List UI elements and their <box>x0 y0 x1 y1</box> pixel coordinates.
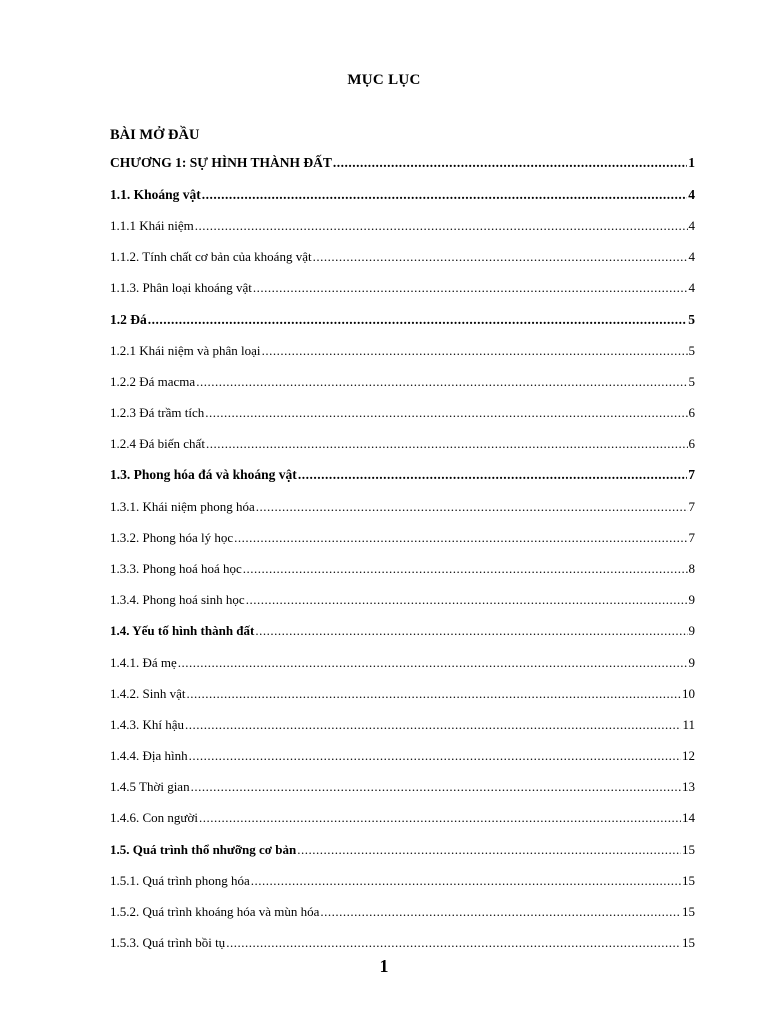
toc-title: MỤC LỤC <box>347 72 421 88</box>
toc-entry-label: 1.5.3. Quá trình bồi tụ <box>110 935 226 950</box>
toc-entry[interactable] <box>110 434 695 454</box>
toc-entry[interactable] <box>110 465 695 485</box>
toc-leader-dots <box>202 185 687 205</box>
toc-leader-dots <box>246 590 688 610</box>
toc-entry-label: 1.4.5 Thời gian <box>110 779 190 794</box>
toc-entry[interactable] <box>110 808 695 828</box>
toc-entry[interactable] <box>110 559 695 579</box>
toc-entry-page: 7 <box>688 530 695 545</box>
toc-entry-label: 1.3.1. Khái niệm phong hóa <box>110 499 255 514</box>
toc-entry[interactable] <box>110 684 695 704</box>
toc-entry-label: 1.4.6. Con người <box>110 810 198 825</box>
toc-entry[interactable] <box>110 653 695 673</box>
toc-entry[interactable] <box>110 715 695 735</box>
toc-entry[interactable] <box>110 185 695 205</box>
toc-entry[interactable] <box>110 621 695 641</box>
toc-leader-dots <box>251 871 681 891</box>
toc-entry[interactable] <box>110 497 695 517</box>
toc-entry-page: 7 <box>688 467 695 482</box>
toc-entry[interactable] <box>110 528 695 548</box>
toc-entry-page: 9 <box>688 623 695 638</box>
toc-entry-label: 1.1.1 Khái niệm <box>110 218 194 233</box>
toc-entry-page: 4 <box>688 187 695 202</box>
toc-entry-page: 6 <box>688 405 695 420</box>
toc-entry-page: 9 <box>688 655 695 670</box>
toc-entry-label: 1.4.4. Địa hình <box>110 748 188 763</box>
toc-leader-dots <box>191 777 681 797</box>
toc-entry-label: 1.4.1. Đá mẹ <box>110 655 177 670</box>
toc-entry-label: CHƯƠNG 1: SỰ HÌNH THÀNH ĐẤT <box>110 155 332 170</box>
toc-entry-label: 1.1. Khoáng vật <box>110 187 201 202</box>
toc-entry-label: 1.2.2 Đá macma <box>110 374 196 389</box>
toc-entry-label: 1.4. Yếu tố hình thành đất <box>110 623 255 638</box>
toc-leader-dots <box>185 715 681 735</box>
toc-entry-label: 1.4.3. Khí hậu <box>110 717 185 732</box>
toc-leader-dots <box>206 434 688 454</box>
toc-leader-dots <box>196 372 687 392</box>
toc-entry-label: 1.3. Phong hóa đá và khoáng vật <box>110 467 297 482</box>
toc-entry-label: 1.2 Đá <box>110 312 147 327</box>
toc-entry[interactable] <box>110 216 695 236</box>
page-number: 1 <box>379 956 389 976</box>
toc-entry[interactable] <box>110 933 695 953</box>
toc-leader-dots <box>255 621 687 641</box>
toc-entry-page: 7 <box>688 499 695 514</box>
toc-entry-label: 1.3.2. Phong hóa lý học <box>110 530 234 545</box>
toc-entry-label: 1.1.3. Phân loại khoáng vật <box>110 280 252 295</box>
toc-leader-dots <box>297 840 681 860</box>
toc-entry[interactable] <box>110 247 695 267</box>
toc-leader-dots <box>205 403 687 423</box>
toc-entry-label: 1.5. Quá trình thổ nhưỡng cơ bản <box>110 842 297 857</box>
toc-leader-dots <box>333 153 687 173</box>
toc-entry-label: 1.5.2. Quá trình khoáng hóa và mùn hóa <box>110 904 320 919</box>
toc-entry-label: 1.3.3. Phong hoá hoá học <box>110 561 242 576</box>
toc-leader-dots <box>189 746 681 766</box>
toc-entry[interactable] <box>110 341 695 361</box>
toc-leader-dots <box>186 684 681 704</box>
toc-entry-page: 11 <box>682 717 695 732</box>
toc-entry[interactable] <box>110 278 695 298</box>
toc-entry-page: 14 <box>682 810 695 825</box>
toc-entry[interactable] <box>110 840 695 860</box>
toc-leader-dots <box>313 247 688 267</box>
toc-entry-page: 15 <box>682 904 695 919</box>
toc-entry[interactable] <box>110 902 695 922</box>
toc-entry[interactable] <box>110 746 695 766</box>
toc-leader-dots <box>178 653 688 673</box>
toc-leader-dots <box>253 278 688 298</box>
toc-entry-label: 1.2.4 Đá biến chất <box>110 436 205 451</box>
toc-entry-label: 1.3.4. Phong hoá sinh học <box>110 592 245 607</box>
toc-entry-label: 1.5.1. Quá trình phong hóa <box>110 873 250 888</box>
toc-entry[interactable] <box>110 871 695 891</box>
toc-entry[interactable] <box>110 777 695 797</box>
toc-entry-page: 15 <box>682 935 695 950</box>
toc-entry-page: 1 <box>688 155 695 170</box>
toc-leader-dots <box>195 216 688 236</box>
toc-leader-dots <box>199 808 681 828</box>
toc-entry[interactable] <box>110 310 695 330</box>
intro-heading: BÀI MỞ ĐẦU <box>110 127 200 143</box>
toc-entry-page: 5 <box>688 374 695 389</box>
toc-entry-page: 4 <box>688 249 695 264</box>
toc-entry-page: 15 <box>682 873 695 888</box>
toc-leader-dots <box>243 559 688 579</box>
toc-entry-label: 1.2.3 Đá trầm tích <box>110 405 205 420</box>
toc-entry[interactable] <box>110 153 695 173</box>
toc-entry-page: 4 <box>688 280 695 295</box>
toc-entry-page: 13 <box>682 779 695 794</box>
toc-entry-page: 10 <box>682 686 695 701</box>
toc-entry-page: 8 <box>688 561 695 576</box>
toc-entry-page: 5 <box>688 312 695 327</box>
toc-leader-dots <box>262 341 688 361</box>
toc-entry-label: 1.1.2. Tính chất cơ bản của khoáng vật <box>110 249 312 264</box>
toc-entry-page: 5 <box>688 343 695 358</box>
toc-entry-page: 4 <box>688 218 695 233</box>
toc-entry-label: 1.4.2. Sinh vật <box>110 686 186 701</box>
toc-entry-label: 1.2.1 Khái niệm và phân loại <box>110 343 261 358</box>
toc-entry[interactable] <box>110 403 695 423</box>
toc-leader-dots <box>256 497 688 517</box>
toc-entry-page: 6 <box>688 436 695 451</box>
toc-entry[interactable] <box>110 590 695 610</box>
toc-leader-dots <box>234 528 687 548</box>
toc-entry-page: 9 <box>688 592 695 607</box>
toc-entry-page: 12 <box>682 748 695 763</box>
toc-entry[interactable] <box>110 372 695 392</box>
toc-leader-dots <box>148 310 688 330</box>
toc-leader-dots <box>226 933 681 953</box>
toc-entry-page: 15 <box>682 842 695 857</box>
toc-leader-dots <box>320 902 681 922</box>
toc-leader-dots <box>298 465 687 485</box>
